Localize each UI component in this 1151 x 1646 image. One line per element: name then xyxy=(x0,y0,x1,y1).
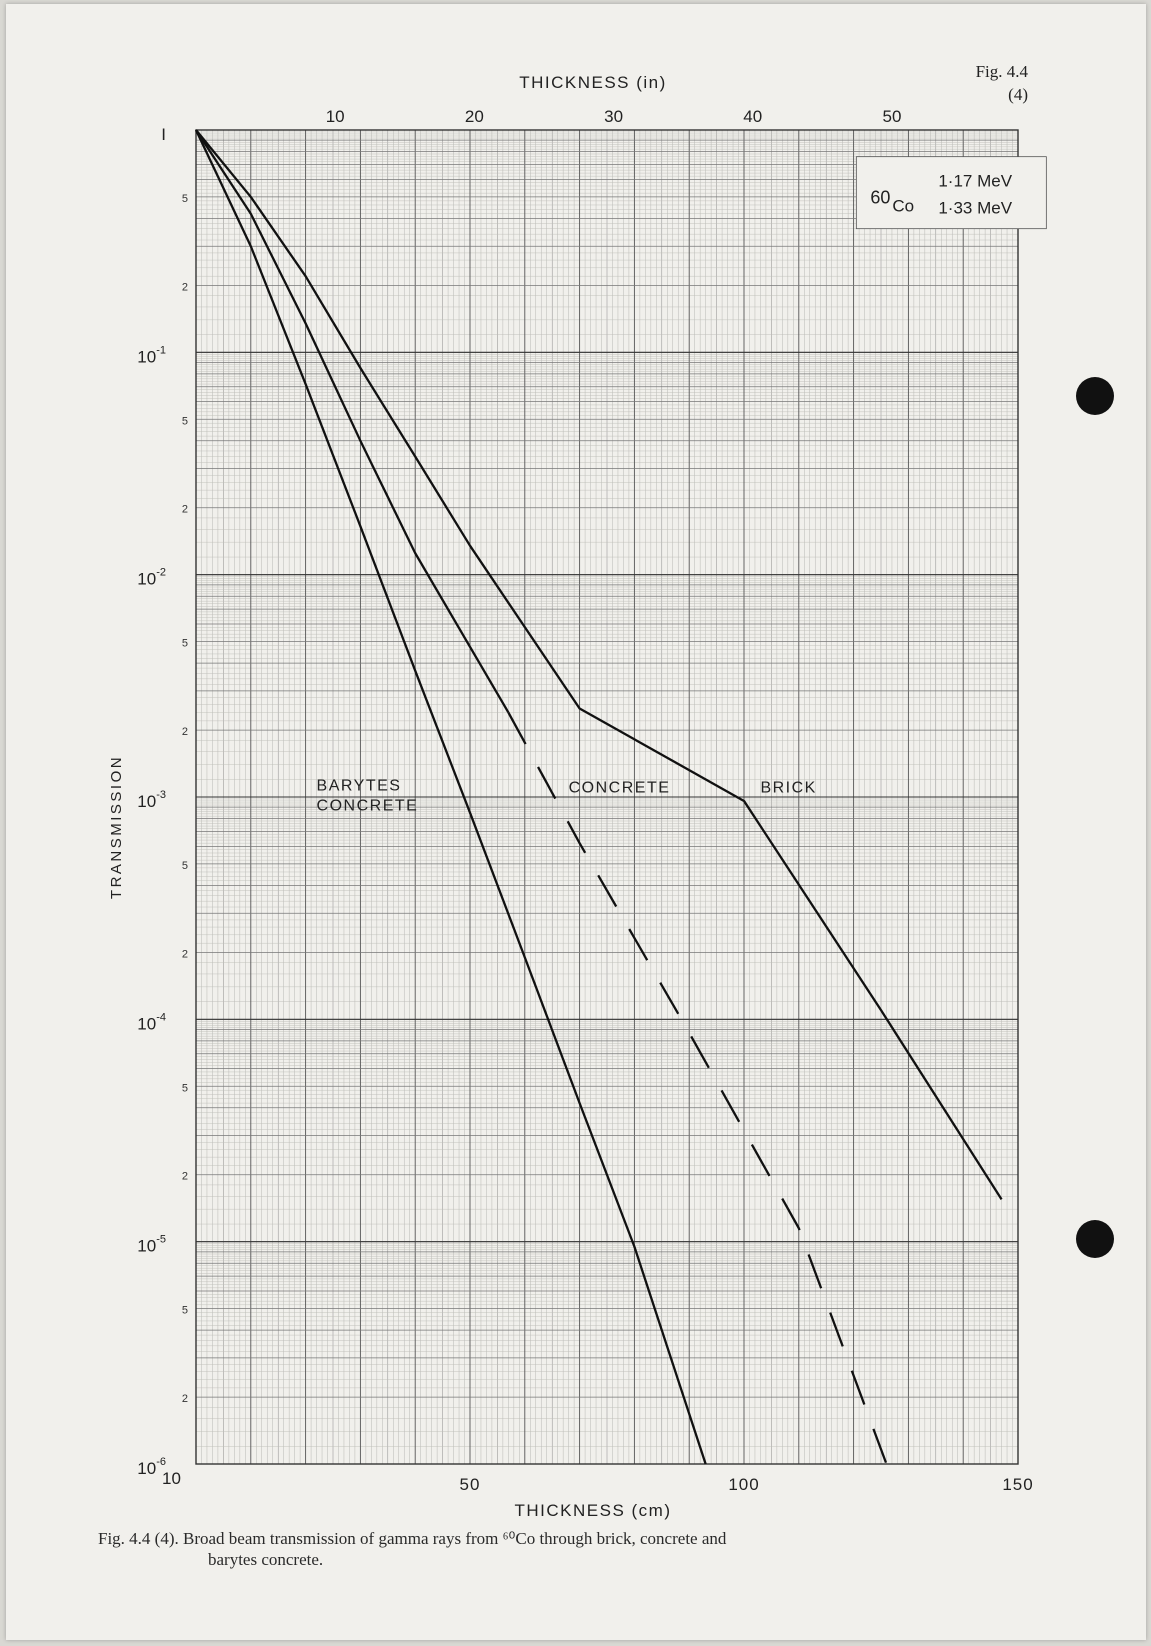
y-tick-label-minor: 2 xyxy=(181,948,188,961)
series-line-concrete-dashed xyxy=(508,712,886,1464)
x-tick-label-origin: 10 xyxy=(162,1469,181,1488)
caption-line-2: barytes concrete. xyxy=(208,1550,324,1569)
y-tick-label-decade: $10^{-1}$ xyxy=(137,344,166,367)
punch-hole-upper xyxy=(1076,377,1114,415)
y-tick-label-minor: 5 xyxy=(181,1082,188,1095)
y-tick-label-decade: $10^{-4}$ xyxy=(137,1011,166,1034)
figure-caption xyxy=(98,1528,958,1570)
y-tick-label-minor: 5 xyxy=(181,637,188,650)
document-sheet xyxy=(6,4,1146,1640)
legend-isotope-mass: 60 xyxy=(870,187,891,208)
series-line-concrete xyxy=(196,130,508,712)
x-tick-label-in: 30 xyxy=(604,107,624,126)
y-tick-label-minor: 5 xyxy=(181,415,188,428)
y-tick-label-decade: $10^{-2}$ xyxy=(137,566,166,589)
x-tick-label-in: 50 xyxy=(882,107,902,126)
x-tick-label-cm: 100 xyxy=(728,1475,760,1494)
y-tick-label-minor: 5 xyxy=(181,192,188,205)
legend-energy-1: 1·17 MeV xyxy=(938,171,1013,191)
series-line-brick xyxy=(196,130,1002,1199)
y-tick-label-minor: 5 xyxy=(181,1304,188,1317)
x-tick-label-cm: 50 xyxy=(459,1475,481,1494)
axis-ticks xyxy=(137,107,1033,1494)
legend-box xyxy=(856,157,1046,229)
y-tick-label-minor: 2 xyxy=(181,1393,188,1406)
y-tick-label-decade: I xyxy=(161,125,166,144)
caption-line-1: Fig. 4.4 (4). Broad beam transmission of gamma rays from ⁶⁰Co through brick, concrete and xyxy=(98,1529,727,1548)
y-tick-label-minor: 2 xyxy=(181,1170,188,1183)
x-tick-label-in: 40 xyxy=(743,107,763,126)
y-tick-label-minor: 2 xyxy=(181,503,188,516)
y-tick-label-decade: $10^{-6}$ xyxy=(137,1456,166,1478)
x-tick-label-cm: 150 xyxy=(1002,1475,1034,1494)
y-tick-label-minor: 2 xyxy=(181,281,188,294)
figure-subnumber: (4) xyxy=(1008,85,1028,104)
bottom-axis-title: THICKNESS (cm) xyxy=(514,1501,672,1520)
figure-number: Fig. 4.4 xyxy=(975,62,1028,81)
y-tick-label-minor: 5 xyxy=(181,859,188,872)
curve-label: CONCRETE xyxy=(316,797,419,815)
curve-annotations xyxy=(317,777,817,814)
curve-label: CONCRETE xyxy=(568,779,671,797)
y-tick-label-decade: $10^{-5}$ xyxy=(137,1233,166,1256)
y-tick-label-decade: $10^{-3}$ xyxy=(137,789,166,811)
x-tick-label-in: 20 xyxy=(464,107,484,126)
legend-energy-2: 1·33 MeV xyxy=(938,198,1013,218)
punch-hole-lower xyxy=(1076,1220,1114,1258)
transmission-chart xyxy=(6,4,1146,1520)
y-tick-label-minor: 2 xyxy=(181,726,188,739)
curve-label: BRICK xyxy=(760,779,817,797)
curve-label: BARYTES xyxy=(316,777,402,795)
legend-isotope-symbol: Co xyxy=(892,196,915,216)
x-tick-label-in: 10 xyxy=(325,107,345,126)
top-axis-title: THICKNESS (in) xyxy=(519,73,667,92)
y-axis-title: TRANSMISSION xyxy=(108,754,125,900)
